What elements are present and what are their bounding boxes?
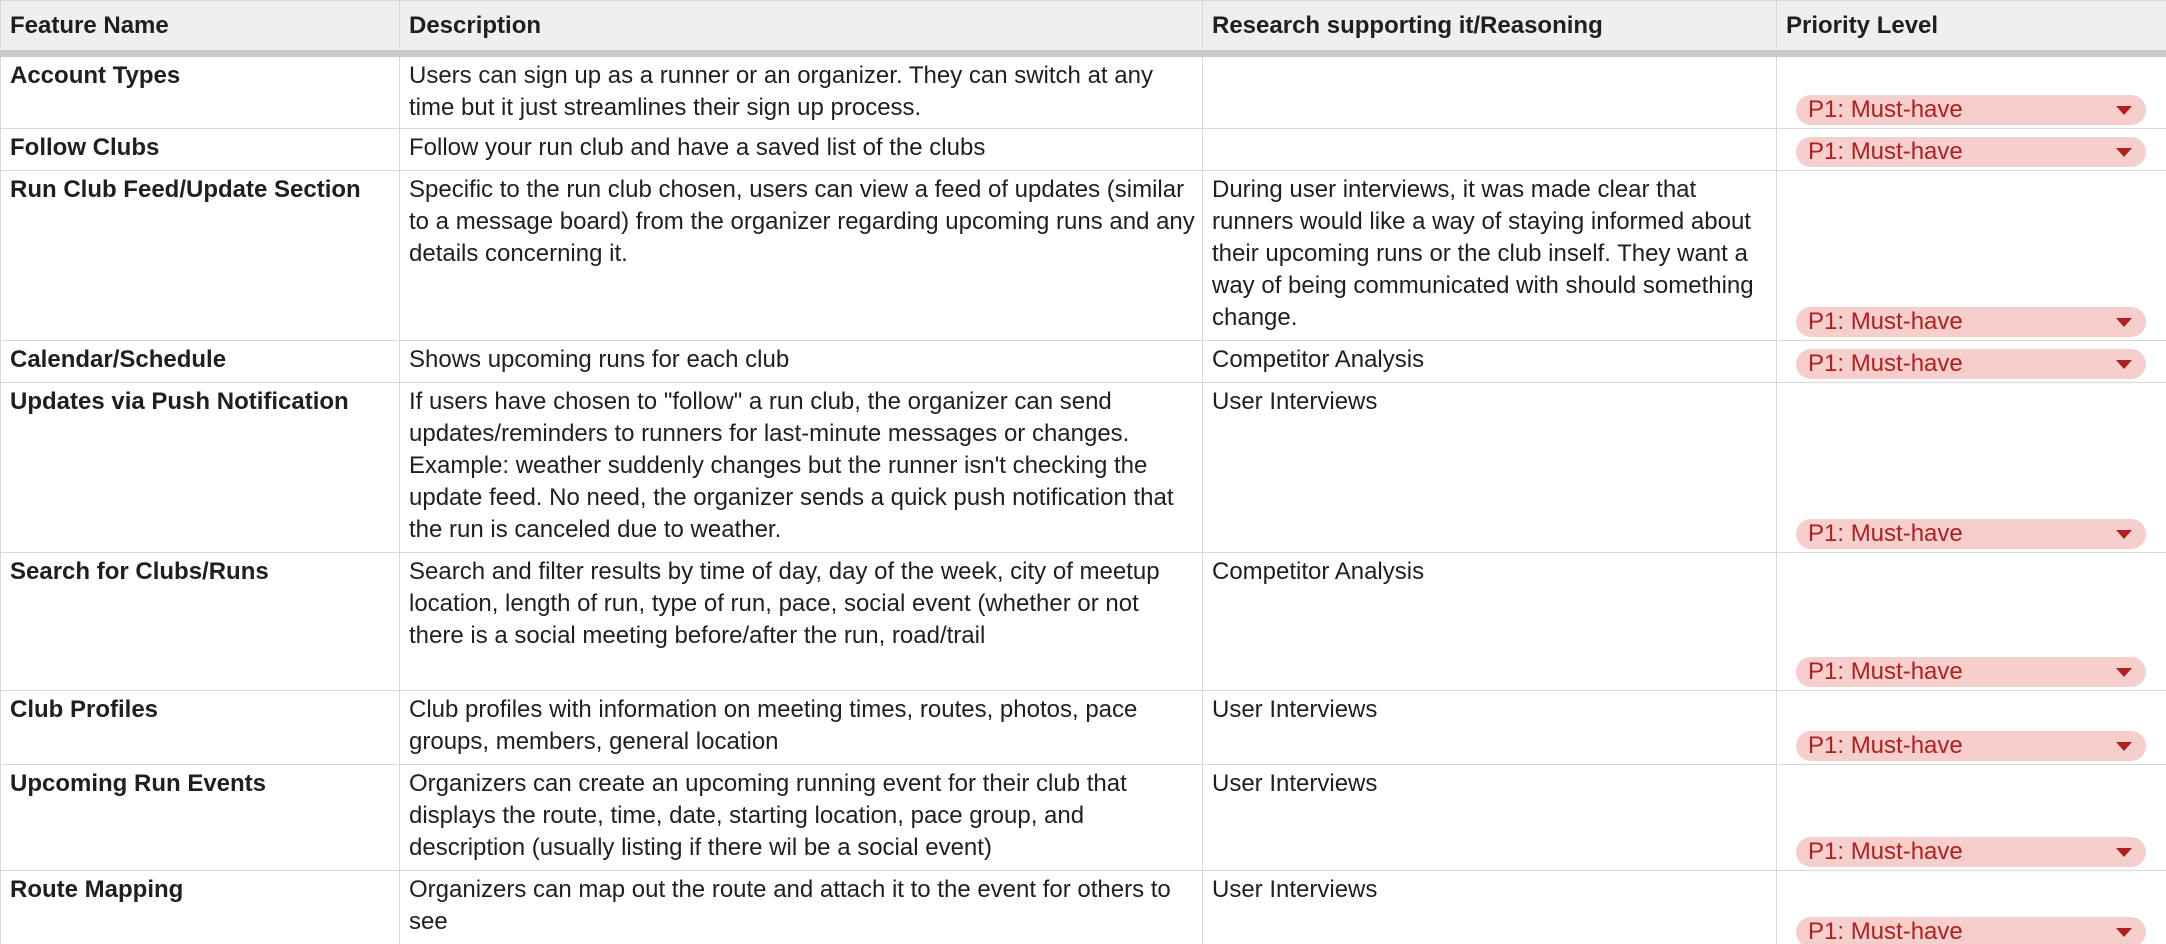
priority-dropdown[interactable]: [1796, 837, 2146, 867]
research-cell[interactable]: Competitor Analysis: [1203, 553, 1777, 691]
description-cell[interactable]: Organizers can map out the route and attach it to the event for others to see: [400, 871, 1203, 944]
research-cell[interactable]: User Interviews: [1203, 871, 1777, 944]
description-cell[interactable]: If users have chosen to "follow" a run club, the organizer can send updates/reminders to runners for last-minute messages or changes. Example: weather suddenly changes but the runner isn't checking the update feed. No need, the organizer sends a quick push notification that the run is canceled due to weather.: [400, 383, 1203, 553]
table-row: [1, 765, 2166, 871]
header-row: [1, 1, 2166, 54]
table-row: [1, 54, 2166, 129]
priority-dropdown[interactable]: [1796, 307, 2146, 337]
feature-name-cell[interactable]: Upcoming Run Events: [1, 765, 400, 871]
priority-value: P1: Must-have: [1808, 838, 1963, 865]
priority-cell[interactable]: [1777, 341, 2166, 383]
chevron-down-icon[interactable]: [2116, 928, 2132, 937]
table-row: [1, 553, 2166, 691]
description-cell[interactable]: Follow your run club and have a saved list of the clubs: [400, 129, 1203, 171]
description-cell[interactable]: Club profiles with information on meeting times, routes, photos, pace groups, members, general location: [400, 691, 1203, 765]
feature-name-cell[interactable]: Updates via Push Notification: [1, 383, 400, 553]
research-cell[interactable]: [1203, 54, 1777, 129]
feature-name-cell[interactable]: Club Profiles: [1, 691, 400, 765]
feature-name-cell[interactable]: Route Mapping: [1, 871, 400, 944]
chevron-down-icon[interactable]: [2116, 668, 2132, 677]
chevron-down-icon[interactable]: [2116, 530, 2132, 539]
priority-value: P1: Must-have: [1808, 96, 1963, 123]
chevron-down-icon[interactable]: [2116, 848, 2132, 857]
table-row: [1, 691, 2166, 765]
chevron-down-icon[interactable]: [2116, 360, 2132, 369]
priority-cell[interactable]: [1777, 871, 2166, 944]
priority-value: P1: Must-have: [1808, 350, 1963, 377]
table-row: [1, 129, 2166, 171]
priority-dropdown[interactable]: [1796, 137, 2146, 167]
research-cell[interactable]: Competitor Analysis: [1203, 341, 1777, 383]
chevron-down-icon[interactable]: [2116, 318, 2132, 327]
priority-value: P1: Must-have: [1808, 918, 1963, 944]
priority-dropdown[interactable]: [1796, 349, 2146, 379]
feature-name-cell[interactable]: Run Club Feed/Update Section: [1, 171, 400, 341]
priority-cell[interactable]: [1777, 691, 2166, 765]
research-cell[interactable]: User Interviews: [1203, 691, 1777, 765]
priority-cell[interactable]: [1777, 553, 2166, 691]
priority-dropdown[interactable]: [1796, 657, 2146, 687]
table-row: [1, 383, 2166, 553]
research-cell[interactable]: User Interviews: [1203, 765, 1777, 871]
priority-dropdown[interactable]: [1796, 731, 2146, 761]
research-cell[interactable]: User Interviews: [1203, 383, 1777, 553]
priority-dropdown[interactable]: [1796, 917, 2146, 944]
table-row: [1, 171, 2166, 341]
table-row: [1, 871, 2166, 944]
priority-cell[interactable]: [1777, 765, 2166, 871]
research-cell[interactable]: [1203, 129, 1777, 171]
priority-cell[interactable]: [1777, 54, 2166, 129]
description-cell[interactable]: Organizers can create an upcoming running event for their club that displays the route, time, date, starting location, pace group, and description (usually listing if there wil be a social event): [400, 765, 1203, 871]
feature-name-cell[interactable]: Calendar/Schedule: [1, 341, 400, 383]
description-cell[interactable]: Specific to the run club chosen, users can view a feed of updates (similar to a message board) from the organizer regarding upcoming runs and any details concerning it.: [400, 171, 1203, 341]
header-feature-name[interactable]: Feature Name: [1, 1, 400, 54]
header-description[interactable]: Description: [400, 1, 1203, 54]
priority-dropdown[interactable]: [1796, 519, 2146, 549]
description-cell[interactable]: Users can sign up as a runner or an organizer. They can switch at any time but it just streamlines their sign up process.: [400, 54, 1203, 129]
header-research[interactable]: Research supporting it/Reasoning: [1203, 1, 1777, 54]
feature-name-cell[interactable]: Search for Clubs/Runs: [1, 553, 400, 691]
priority-value: P1: Must-have: [1808, 658, 1963, 685]
chevron-down-icon[interactable]: [2116, 148, 2132, 157]
priority-value: P1: Must-have: [1808, 138, 1963, 165]
description-cell[interactable]: Search and filter results by time of day, day of the week, city of meetup location, length of run, type of run, pace, social event (whether or not there is a social meeting before/after the run, road/trail: [400, 553, 1203, 691]
description-cell[interactable]: Shows upcoming runs for each club: [400, 341, 1203, 383]
chevron-down-icon[interactable]: [2116, 106, 2132, 115]
priority-value: P1: Must-have: [1808, 732, 1963, 759]
table-row: [1, 341, 2166, 383]
research-cell[interactable]: During user interviews, it was made clear that runners would like a way of staying informed about their upcoming runs or the club inself. They want a way of being communicated with should something change.: [1203, 171, 1777, 341]
priority-value: P1: Must-have: [1808, 308, 1963, 335]
feature-name-cell[interactable]: Account Types: [1, 54, 400, 129]
header-priority-level[interactable]: Priority Level: [1777, 1, 2166, 54]
priority-cell[interactable]: [1777, 129, 2166, 171]
priority-cell[interactable]: [1777, 171, 2166, 341]
priority-value: P1: Must-have: [1808, 520, 1963, 547]
priority-cell[interactable]: [1777, 383, 2166, 553]
priority-dropdown[interactable]: [1796, 95, 2146, 125]
feature-name-cell[interactable]: Follow Clubs: [1, 129, 400, 171]
chevron-down-icon[interactable]: [2116, 742, 2132, 751]
